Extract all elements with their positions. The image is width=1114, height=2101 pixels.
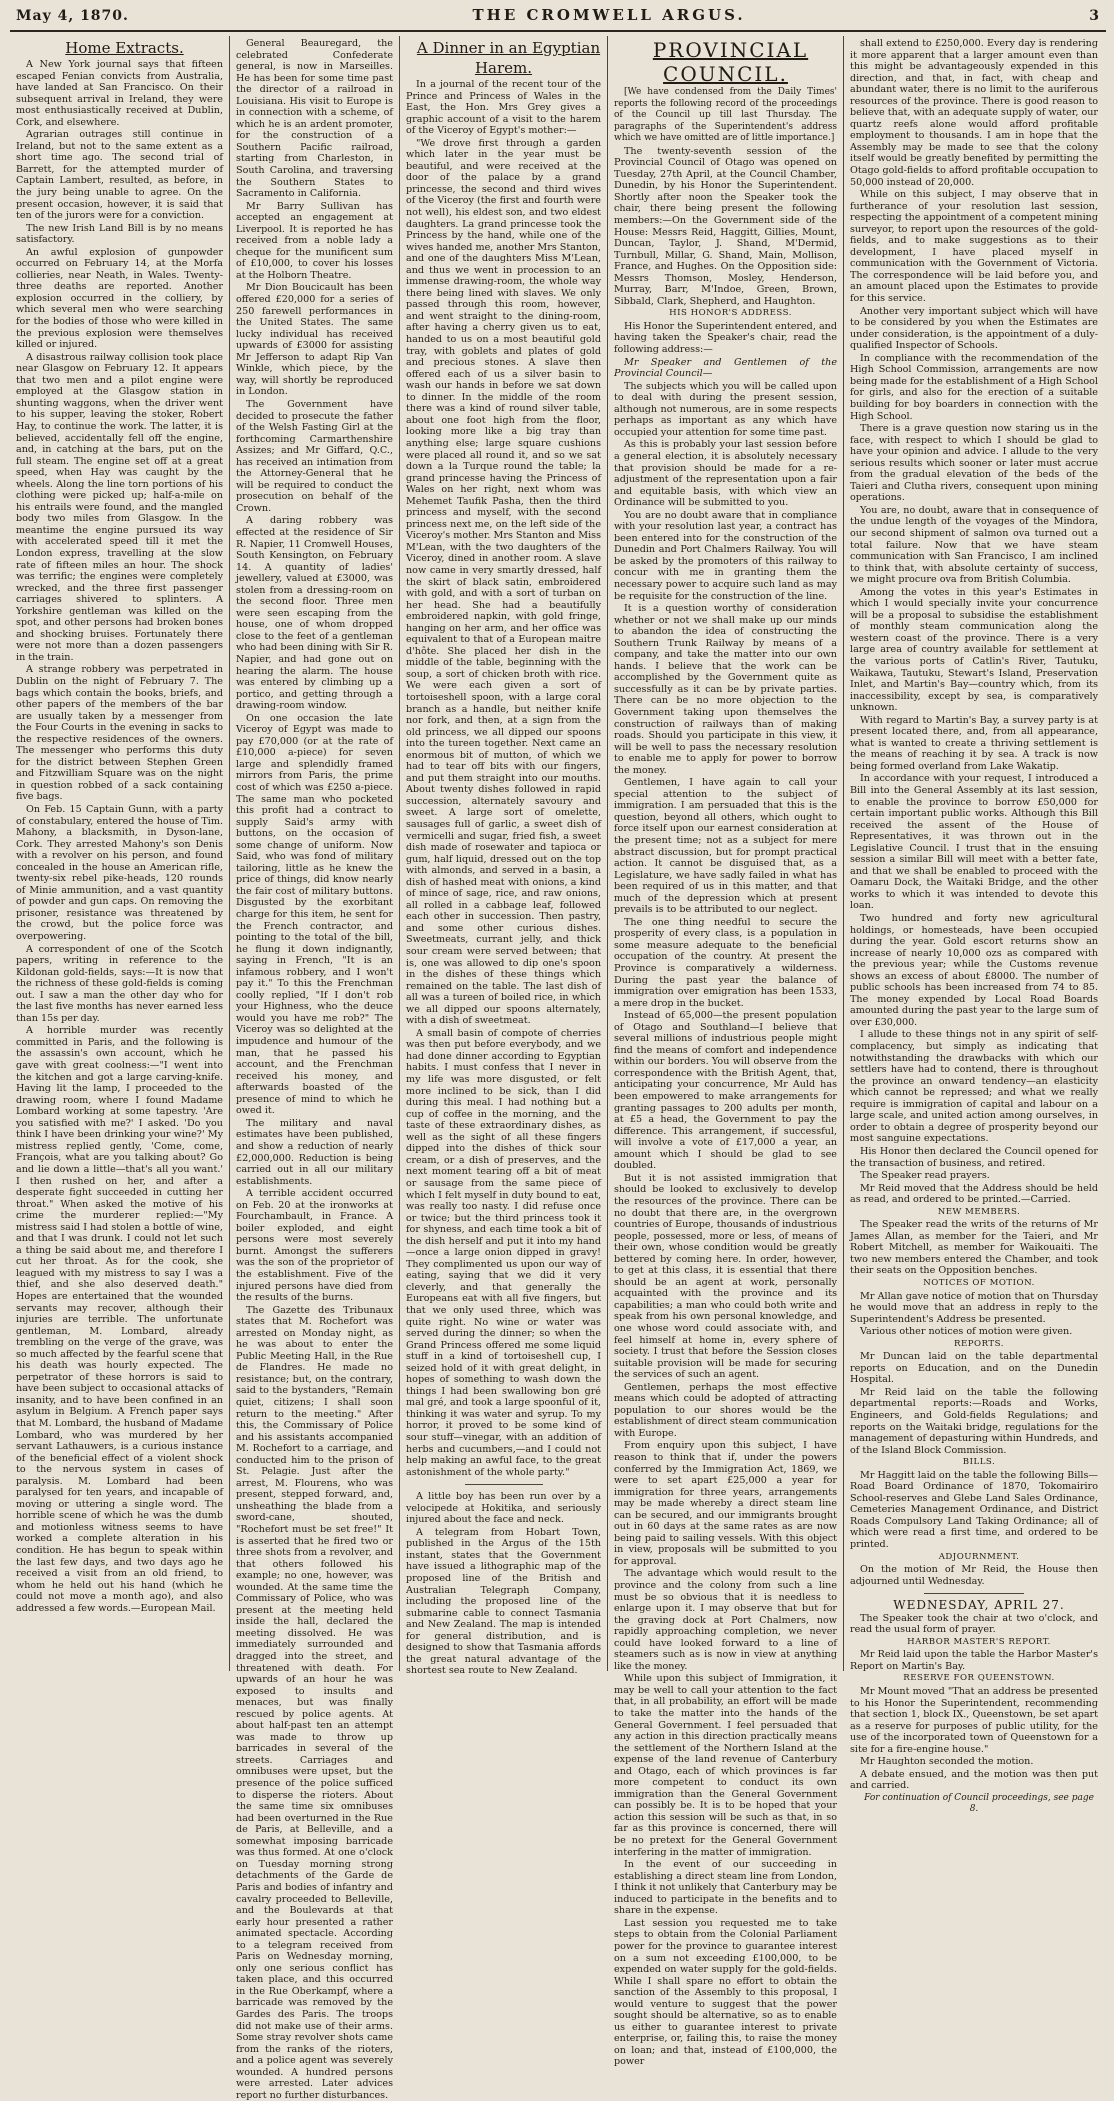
section-heading: ADJOURNMENT. <box>938 1551 1020 1562</box>
article-paragraph: Mr Haggitt laid on the table the following Bills—Road Board Ordinance of 1870, Tokomairiro School-reserves and Glebe Land Sales Ordinance, Cemeteries Management Ordinance, and District Roads Compulsory Land Taking Ordinance; all of which were read a first time, and ordered to be printed. <box>850 1469 1098 1550</box>
section-heading: HIS HONOR'S ADDRESS. <box>669 308 792 319</box>
section-heading: NOTICES OF MOTION. <box>923 1277 1035 1288</box>
masthead <box>10 6 1106 32</box>
article-paragraph: You are, no doubt, aware that in consequence of the undue length of the voyages of the Mindora, our second shipment of salmon ova turned out a total failure. Now that we have steam communication with San Francisco, I am inclined to think that, with absolute certainty of success, we might procure ova from British Columbia. <box>850 504 1098 586</box>
article-paragraph: Gentlemen, I have again to call your special attention to the subject of immigration. I am persuaded that this is the question, beyond all others, which ought to force itself upon our earnest consideration at the present time; not as a subject for mere abstract discussion, but for prompt practical action. It cannot be disguised that, as a Legislature, we have sadly failed in what has been required of us in this matter, and that much of the depression which at present prevails is to be attributed to our neglect. <box>614 777 837 916</box>
article-paragraph: The new Irish Land Bill is by no means satisfactory. <box>16 222 223 246</box>
article-paragraph: The one thing needful to secure the prosperity of every class, is a population in some measure adequate to the beneficial occupation of the country. At present the Province is comparatively a wilderness. During the past year the balance of immigration over emigration has been 1533, a mere drop in the bucket. <box>614 916 837 1009</box>
article-paragraph: In compliance with the recommendation of the High School Commission, arrangements are now being made for the establishment of a High School for girls, and also for the erection of a suitable building for boy boarders in connection with the High School. <box>850 352 1098 422</box>
article-paragraph: I allude to these things not in any spirit of self-complacency, but simply as indicating that notwithstanding the drawbacks with which our settlers have had to contend, there is throughout the province an onward tendency—an elasticity which cannot be repressed; and what we really require is immigration of capital and labour on a large scale, and united action among ourselves, in order to obtain a degree of prosperity beyond our most sanguine expectations. <box>850 1029 1098 1145</box>
article-paragraph: Agrarian outrages still continue in Ireland, but not to the same extent as a short time ago. The second trial of Barrett, for the attempted murder of Captain Lambert, resulted, as before, in the jury being unable to agree. On the present occasion, however, it is said that ten of the jurors were for a conviction. <box>16 129 223 222</box>
editor-note: [We have condensed from the Daily Times' reports the following record of the proceedings of the Council up till last Thursday. The paragraphs of the Superintendent's address which we have omitted are of little importance.] <box>614 87 837 144</box>
article-paragraph: Mr Reid moved that the Address should be held as read, and ordered to be printed.—Carried. <box>850 1182 1098 1206</box>
column-3 <box>400 36 608 1677</box>
article-paragraph: A terrible accident occurred on Feb. 20 at the ironworks at Fourchambault, in France. A boiler exploded, and eight persons were most severely burnt. Amongst the sufferers was the son of the proprietor of the establishment. Five of the injured persons have died from the results of the burns. <box>236 1188 393 1304</box>
newspaper-title: THE CROMWELL ARGUS. <box>472 6 746 24</box>
article-paragraph: The Speaker took the chair at two o'clock, and read the usual form of prayer. <box>850 1612 1098 1636</box>
article-paragraph: There is a grave question now staring us in the face, with respect to which I should be glad to have your opinion and advice. I allude to the very serious results which sooner or later must accrue from the gradual elevation of the beds of the Taieri and Clutha rivers, consequent upon mining operations. <box>850 423 1098 504</box>
column-1 <box>10 36 230 1671</box>
article-paragraph: A debate ensued, and the motion was then put and carried. <box>850 1768 1098 1792</box>
article-paragraph: Mr Dion Boucicault has been offered £20,000 for a series of 250 farewell performances in the United States. The same lucky individual has received upwards of £3000 for assisting Mr Jefferson to adapt Rip Van Winkle, which piece, by the way, will shortly be reproduced in London. <box>236 282 393 398</box>
section-heading: REPORTS. <box>954 1338 1004 1349</box>
article-paragraph: An awful explosion of gunpowder occurred on February 14, at the Morfa collieries, near Neath, in Wales. Twenty-three deaths are reported. Another explosion occurred in the colliery, by which several men who were searching for the bodies of those who were killed in the previous explosion were themselves killed or injured. <box>16 246 223 351</box>
issue-date: May 4, 1870. <box>16 8 129 24</box>
article-paragraph: A telegram from Hobart Town, published in the Argus of the 15th instant, states that the Government have issued a lithographic map of the proposed line of the British and Australian Telegraph Company, including the proposed line of the submarine cable to connect Tasmania and New Zealand. The map is intended for general distribution, and is designed to show that Tasmania affords the great natural advantage of the shortest sea route to New Zealand. <box>406 1526 601 1677</box>
salutation: Mr Speaker and Gentlemen of the Provincial Council— <box>614 356 837 380</box>
article-paragraph: Another very important subject which will have to be considered by you when the Estimates are under consideration, is the appointment of a duly-qualified Inspector of Schools. <box>850 305 1098 352</box>
article-paragraph: In accordance with your request, I introduced a Bill into the General Assembly at its last session, to enable the province to borrow £50,000 for certain important public works. Although this Bill received the assent of the House of Representatives, it was thrown out in the Legislative Council. I trust that in the ensuing session a similar Bill will meet with a better fate, and that we shall be enabled to proceed with the Oamaru Dock, the Waitaki Bridge, and the other works to which it was intended to devote this loan. <box>850 773 1098 912</box>
home-extracts-heading: Home Extracts. <box>65 39 184 57</box>
article-paragraph: His Honor then declared the Council opened for the transaction of business, and retired. <box>850 1145 1098 1169</box>
divider <box>465 1484 543 1485</box>
article-paragraph: The Government have decided to prosecute the father of the Welsh Fasting Girl at the forthcoming Carmarthenshire Assizes; and Mr Giffard, Q.C., has received an intimation from the Attorney-General that he will be required to conduct the prosecution on behalf of the Crown. <box>236 398 393 514</box>
article-paragraph: "We drove first through a garden which later in the year must be beautiful, and were received at the door of the palace by a grand princesse, the second and third wives of the Viceroy (the first and fourth were not well), his eldest son, and two eldest daughters. La grand princesse took the Princess by the hand, while one of the wives handed me, another Mrs Stanton, and one of the daughters Miss M'Lean, and thus we went in procession to an immense drawing-room, the whole way there being lined with slaves. We only passed through this room, however, and went straight to the dining-room, after having a cherry given us to eat, handed to us on a most beautiful gold tray, with goblets and plates of gold and precious stones. A slave then offered each of us a silver basin to wash our hands in before we sat down to dinner. In the middle of the room there was a kind of round silver table, about one foot high from the floor, looking more like a big tray than anything else; large square cushions were placed all round it, and so we sat down a la Turque round the table; la grand princesse having the Princess of Wales on her right, next whom was Mehemet Taufik Pasha, then the third princess and myself, with the second princess next me, on the left side of the Viceroy's mother. Mrs Stanton and Miss M'Lean, with the two daughters of the Viceroy, dined in another room. A slave now came in very smartly dressed, half the skirt of black satin, embroidered with gold, and with a sort of turban on her head. She had a beautifully embroidered napkin, with gold fringe, hanging on her arm, and her office was equivalent to that of a European maitre d'hôte. She placed her dish in the middle of the table, beginning with the soup, a sort of chicken broth with rice. We were each given a sort of tortoiseshell spoon, with a large coral branch as a handle, but neither knife nor fork, and then, at a sign from the old princess, we all dipped our spoons into the tureen together. Next came an enormous bit of mutton, of which we had to tear off bits with our fingers, and put them straight into our mouths. About twenty dishes followed in rapid succession, alternately savoury and sweet. A large sort of omelette, sausages full of garlic, a sweet dish of vermicelli and sugar, fried fish, a sweet dish made of rosewater and tapioca or gum, half liquid, dressed out on the top with almonds, and served in a basin, a dish of hashed meat with onions, a kind of mince of sage, rice, and raw onions, all rolled in a cabbage leaf, followed each other in succession. Then pastry, and some other curious dishes. Sweetmeats, currant jelly, and thick sour cream were served between; that is, one was allowed to dip one's spoon in the dishes of these things which remained on the table. The last dish of all was a tureen of boiled rice, in which we all dipped our spoons alternately, with a dish of sweetmeat. <box>406 137 601 1027</box>
article-paragraph: Various other notices of motion were given. <box>860 1326 1073 1338</box>
article-paragraph: A daring robbery was effected at the residence of Sir R. Napier, 11 Cromwell Houses, South Kensington, on February 14. A quantity of ladies' jewellery, valued at £3000, was stolen from a dressing-room on the second floor. Three men were seen escaping from the house, one of whom dropped close to the feet of a gentleman who had been dining with Sir R. Napier, and had gone out on hearing the alarm. The house was entered by climbing up a portico, and getting through a drawing-room window. <box>236 515 393 712</box>
article-paragraph: On Feb. 15 Captain Gunn, with a party of constabulary, entered the house of Tim. Mahony, a blacksmith, in Dyson-lane, Cork. They arrested Mahony's son Denis with a revolver on his person, and found concealed in the house an American rifle, twenty-six rebel pike-heads, 120 rounds of Minie ammunition, and a vast quantity of powder and gun caps. On removing the prisoner, resistance was threatened by the crowd, but the police force was overpowering. <box>16 804 223 943</box>
article-paragraph: In the event of our succeeding in establishing a direct steam line from London, I think it not unlikely that Canterbury may be induced to participate in the benefits and to share in the expense. <box>614 1859 837 1917</box>
article-paragraph: With regard to Martin's Bay, a survey party is at present located there, and, from all appearance, what is wanted to create a thriving settlement is the means of reaching it by sea. A track is now being formed overland from Lake Wakatip. <box>850 714 1098 772</box>
provincial-council-heading: PROVINCIAL COUNCIL. <box>652 38 809 86</box>
column-4 <box>608 36 844 2068</box>
article-paragraph: Two hundred and forty new agricultural holdings, or homesteads, have been occupied during the year. Gold escort returns show an increase of nearly 10,000 ozs as compared with the previous year; while the Customs revenue shows an excess of about £8000. The number of public schools has been increased from 74 to 85. The money expended by Local Road Boards amounted during the past year to the large sum of over £30,000. <box>850 913 1098 1028</box>
section-heading: HARBOR MASTER'S REPORT. <box>907 1636 1051 1647</box>
section-heading: NEW MEMBERS. <box>937 1206 1021 1217</box>
article-paragraph: From enquiry upon this subject, I have reason to think that if, under the powers conferred by the Immigration Act, 1869, we were to set apart £25,000 a year for immigration for three years, arrangements may be made whereby a direct steam line can be secured, and our immigrants brought out in 60 days at the same rates as are now being paid to sailing vessels. With this object in view, proposals will be submitted to you for approval. <box>614 1440 837 1567</box>
page-number: 3 <box>1089 8 1100 24</box>
article-paragraph: You are no doubt aware that in compliance with your resolution last year, a contract has been entered into for the construction of the Dunedin and Port Chalmers Railway. You will be asked by the promoters of this railway to concur with me in granting them the necessary power to acquire such land as may be requisite for the construction of the line. <box>614 509 837 602</box>
article-paragraph: The Speaker read prayers. <box>860 1170 990 1182</box>
article-paragraph: On one occasion the late Viceroy of Egypt was made to pay £70,000 (or at the rate of £10,000 a-piece) for seven large and splendidly framed mirrors from Paris, the prime cost of which was £250 a-piece. The same man who pocketed this profit had a contract to supply Said's army with buttons, on the occasion of some change of uniform. Now Said, who was fond of military tailoring, little as he knew the price of things, did know nearly the fair cost of military buttons. Disgusted by the exorbitant charge for this item, he sent for the French contractor, and pointing to the total of the bill, he flung it down indignantly, saying in French, "It is an infamous robbery, and I won't pay it." To this the Frenchman coolly replied, "If I don't rob your Highness, who the deuce would you have me rob?" The Viceroy was so delighted at the impudence and humour of the man, that he passed his account, and the Frenchman received his money, and afterwards boasted of the presence of mind to which he owed it. <box>236 712 393 1117</box>
article-paragraph: His Honor the Superintendent entered, and having taken the Speaker's chair, read the following address:— <box>614 320 837 356</box>
article-paragraph: A New York journal says that fifteen escaped Fenian convicts from Australia, have landed at San Francisco. On their subsequent arrival in Ireland, they were most enthusiastically received at Dublin, Cork, and elsewhere. <box>16 59 223 128</box>
divider <box>924 1593 1023 1594</box>
column-2 <box>230 36 400 2101</box>
article-paragraph: While upon this subject of Immigration, it may be well to call your attention to the fact that, in all probability, an effort will be made to take the matter into the hands of the General Government. I feel persuaded that any action in this direction practically means the settlement of the Northern Island at the expense of the land revenue of Canterbury and Otago, each of which provinces is far more competent to conduct its own immigration than the General Government can possibly be. It is to be hoped that your action this session will be such as that, in so far as this province is concerned, there will be no pretext for the General Government interfering in the matter of immigration. <box>614 1673 837 1858</box>
article-paragraph: The advantage which would result to the province and the colony from such a line must be so obvious that it is needless to enlarge upon it. I may observe that but for the graving dock at Port Chalmers, now rapidly approaching completion, we never could have looked forward to a line of steamers such as is now in view at anything like the money. <box>614 1568 837 1672</box>
egyptian-harem-heading: A Dinner in an Egyptian Harem. <box>416 39 601 77</box>
article-paragraph: Last session you requested me to take steps to obtain from the Colonial Parliament power for the province to guarantee interest on a sum not exceeding £100,000, to be expended on water supply for the gold-fields. While I shall spare no effort to obtain the sanction of the Assembly to this proposal, I would venture to suggest that the power sought should be alternative, so as to enable us either to guarantee interest to private enterprise, or, failing this, to raise the money on loan; and that, instead of £100,000, the power <box>614 1917 837 2068</box>
article-paragraph: Instead of 65,000—the present population of Otago and Southland—I believe that several millions of industrious people might find the means of comfort and independence within our borders. You will observe from the correspondence with the British Agent, that, anticipating your concurrence, Mr Auld has been empowered to make arrangements for granting passages to 200 adults per month, at £5 a head, the Government to pay the difference. This arrangement, if successful, will involve a vote of £17,000 a year, an amount which I should be glad to see doubled. <box>614 1010 837 1172</box>
article-paragraph: As this is probably your last session before a general election, it is absolutely necessary that provision should be made for a re-adjustment of the representation upon a fair and equitable basis, with which view an Ordinance will be submitted to you. <box>614 439 837 509</box>
article-paragraph: It is a question worthy of consideration whether or not we shall make up our minds to abandon the idea of constructing the Southern Trunk Railway by means of a company, and take the matter into our own hands. I believe that the work can be accomplished by the Government quite as successfully as it can be by private parties. There can be no more objection to the Government taking upon themselves the construction of railways than of making roads. Should you participate in this view, it will be well to pass the necessary resolution to enable me to apply for power to borrow the money. <box>614 603 837 776</box>
article-paragraph: The Speaker read the writs of the returns of Mr James Allan, as member for the Taieri, and Mr Robert Mitchell, as member for Waikouaiti. The two new members entered the Chamber, and took their seats on the Opposition benches. <box>850 1219 1098 1277</box>
article-paragraph: Mr Barry Sullivan has accepted an engagement at Liverpool. It is reported he has received from a noble lady a cheque for the munificent sum of £10,000, to cover his losses at the Holborn Theatre. <box>236 200 393 281</box>
article-paragraph: A correspondent of one of the Scotch papers, writing in reference to the Kildonan gold-fields, says:—It is now that the richness of these gold-fields is coming out. I saw a man the other day who for the last five months has never earned less than 15s per day. <box>16 943 223 1024</box>
article-paragraph: A horrible murder was recently committed in Paris, and the following is the assassin's own account, which he gave with great coolness:—"I went into the kitchen and got a large carving-knife. Having lit the lamp, I proceeded to the drawing room, where I found Madame Lombard working at some tapestry. 'Are you satisfied with me?' I asked. 'Do you think I have been drinking your wine?' My mistress replied gently, 'Come, come, François, what are you talking about? Go and lie down a little—that's all you want.' I then rushed on her, and after a desperate fight succeeded in cutting her throat." When asked the motive of his crime the murderer replied:—"My mistress said I had stolen a bottle of wine, and that I was drunk. I could not let such a thing be said about me, and therefore I cut her throat. As for the cook, she leagued with my mistress to say I was a thief, and she also deserved death." Hopes are entertained that the wounded servants may recover, although their injuries are terrible. The unfortunate gentleman, M. Lombard, already trembling on the verge of the grave, was so much affected by the fearful scene that his death was hourly expected. The perpetrator of these horrors is said to have been subject to occasional attacks of insanity, and to have been confined in an asylum in Belgium. A French paper says that M. Lombard, the husband of Madame Lombard, who was murdered by her servant Lathauwers, is a curious instance of the beneficial effect of a violent shock to the nervous system in cases of paralysis. M. Lombard had been paralysed for ten years, and incapable of moving or uttering a single word. The horrible scene of which he was the dumb and motionless witness seems to have worked a complete alteration in his condition. He has begun to speak within the last few days, and two days ago he received a visit from an old friend, to whom he held out his hand (which he could not move a month ago), and also addressed a few words.—European Mail. <box>16 1025 223 1614</box>
article-paragraph: Mr Reid laid upon the table the Harbor Master's Report on Martin's Bay. <box>850 1649 1098 1672</box>
article-paragraph: Gentlemen, perhaps the most effective means which could be adopted of attracting population to our shores would be the establishment of direct steam communication with Europe. <box>614 1381 837 1439</box>
article-paragraph: Mr Reid laid on the table the following departmental reports:—Roads and Works, Engineers, and Gold-fields Regulations; and reports on the Waitaki bridge, regulations for the management of depasturing within Hundreds, and of the Island Block Commission. <box>850 1386 1098 1456</box>
day-heading: WEDNESDAY, APRIL 27. <box>893 1598 1065 1613</box>
article-paragraph: While on this subject, I may observe that in furtherance of your resolution last session, respecting the appointment of a competent mining surveyor, to report upon the resources of the gold-fields, and to make suggestions as to their development, I have placed myself in communication with the Government of Victoria. The correspondence will be laid before you, and an amount placed upon the Estimates to provide for this service. <box>850 189 1098 305</box>
article-paragraph: Mr Haughton seconded the motion. <box>860 1756 1034 1768</box>
article-paragraph: The twenty-seventh session of the Provincial Council of Otago was opened on Tuesday, 27th April, at the Council Chamber, Dunedin, by his Honor the Superintendent. Shortly after noon the Speaker took the chair, there being present the following members:—On the Government side of the House: Messrs Reid, Haggitt, Gillies, Mount, Duncan, Taylor, J. Shand, M'Dermid, Turnbull, Millar, G. Shand, Main, Mollison, France, and Hughes. On the Opposition side: Messrs Thomson, Mosley, Henderson, Murray, Barr, M'Indoe, Green, Brown, Sibbald, Clark, Shepherd, and Haughton. <box>614 145 837 307</box>
article-paragraph: The subjects which you will be called upon to deal with during the present session, although not numerous, are in some respects perhaps as important as any which have occupied your attention for some time past. <box>614 380 837 438</box>
article-paragraph: Mr Mount moved "That an address be presented to his Honor the Superintendent, recommending that section 1, block IX., Queenstown, be set apart as a reserve for purposes of public utility, for the use of the incorporated town of Queenstown for a site for a fire-engine house." <box>850 1686 1098 1755</box>
article-paragraph: But it is not assisted immigration that should be looked to exclusively to develop the resources of the province. There can be no doubt that there are, in the overgrown countries of Europe, thousands of industrious people, possessed, more or less, of means of their own, whose condition would be greatly bettered by coming here. In order, however, to get at this class, it is essential that there should be an agent at work, personally acquainted with the province and its capabilities; a man who could both write and speak from his own personal knowledge, and one whose word could associate with, and feel himself at home in, every sphere of society. I trust that before the Session closes suitable provision will be made for securing the services of such an agent. <box>614 1172 837 1381</box>
article-paragraph: On the motion of Mr Reid, the House then adjourned until Wednesday. <box>850 1564 1098 1587</box>
article-paragraph: The Gazette des Tribunaux states that M. Rochefort was arrested on Monday night, as he was about to enter the Public Meeting Hall, in the Rue de Flandres. He made no resistance; but, on the contrary, said to the bystanders, "Remain quiet, citizens; I shall soon return to the meeting." After this, the Commissary of Police and his assistants accompanied M. Rochefort to a carriage, and conducted him to the prison of St. Pelagie. Just after the arrest, M. Flourens, who was present, stepped forward, and, unsheathing the blade from a sword-cane, shouted, "Rochefort must be set free!" It is asserted that he fired two or three shots from a revolver, and that others followed his example; no one, however, was wounded. At the same time the Commissary of Police, who was present at the meeting held inside the hall, declared the meeting dissolved. He was immediately surrounded and dragged into the street, and threatened with death. For upwards of an hour he was exposed to insults and menaces, but was finally rescued by police agents. At about half-past ten an attempt was made to throw up barricades in several of the streets. Carriages and omnibuses were upset, but the presence of the police sufficed to disperse the rioters. About the same time six omnibuses had been overturned in the Rue de Paris, at Belleville, and a somewhat imposing barricade was thus formed. At one o'clock on Tuesday morning strong detachments of the Garde de Paris and bodies of infantry and cavalry proceeded to Belleville, and the Boulevards at that early hour presented a rather animated spectacle. According to a telegram received from Paris on Wednesday morning, only one serious conflict has taken place, and this occurred in the Rue Oberkampf, where a barricade was removed by the Gardes des Paris. The troops did not make use of their arms. Some stray revolver shots came from the ranks of the rioters, and a police agent was severely wounded. A hundred persons were arrested. Later advices report no further disturbances. <box>236 1304 393 2101</box>
article-paragraph: A disastrous railway collision took place near Glasgow on February 12. It appears that two men and a pilot engine were employed at the Glasgow station in shunting waggons, when the driver went to his supper, leaving the stoker, Robert Hay, to continue the work. The latter, it is believed, accidentally fell off the engine, and, in catching at the bars, put on the full steam. The engine set off at a great speed, when Hay was caught by the wheels. Along the line torn portions of his clothing were picked up; half-a-mile on his entrails were found, and the mangled body two miles from Glasgow. In the meantime the engine pursued its way with accelerated speed till it met the London express, travelling at the slow rate of fifteen miles an hour. The shock was terrific; the engines were completely wrecked, and the three first passenger carriages shivered to splinters. A Yorkshire gentleman was killed on the spot, and other persons had broken bones and shocking bruises. Fortunately there were not more than a dozen passengers in the train. <box>16 351 223 663</box>
continuation-note: For continuation of Council proceedings, see page 8. <box>864 1792 1094 1815</box>
article-paragraph: shall extend to £250,000. Every day is rendering it more apparent that a larger amount even than this might be advantageously expended in this direction, and that, in fact, with cheap and abundant water, there is no limit to the auriferous resources of the province. There is good reason to believe that, with an adequate supply of water, our quartz reefs alone would afford profitable employment to thousands. I am in hope that the Assembly may be made to see that the colony itself would be greatly benefited by permitting the Otago gold-fields to afford profitable occupation to 50,000 instead of 20,000. <box>850 38 1098 188</box>
article-paragraph: A little boy has been run over by a velocipede at Hokitika, and seriously injured about the face and neck. <box>406 1491 601 1526</box>
article-paragraph: In a journal of the recent tour of the Prince and Princess of Wales in the East, the Hon. Mrs Grey gives a graphic account of a visit to the harem of the Viceroy of Egypt's mother:— <box>406 79 601 137</box>
article-paragraph: Among the votes in this year's Estimates in which I would specially invite your concurrence will be a proposal to subsidise the establishment of monthly steam communication along the western coast of the province. There is a very large area of country available for settlement at the various ports of Catlin's River, Tautuku, Waikawa, Tautuku, Stewart's Island, Preservation Inlet, and Martin's Bay—country which, from its inaccessibility, except by sea, is comparatively unknown. <box>850 586 1098 714</box>
columns <box>10 36 1106 2101</box>
column-5 <box>844 36 1104 1815</box>
article-paragraph: Mr Duncan laid on the table departmental reports on Education, and on the Dunedin Hospital. <box>850 1351 1098 1386</box>
article-paragraph: General Beauregard, the celebrated Confederate general, is now in Marseilles. He has been for some time past the director of a railroad in Louisiana. His visit to Europe is in connection with a scheme, of which he is an ardent promoter, for the construction of a Southern Pacific railroad, starting from Charleston, in South Carolina, and traversing the Southern States to Sacramento in California. <box>236 38 393 200</box>
section-heading: BILLS. <box>962 1457 996 1468</box>
article-paragraph: A strange robbery was perpetrated in Dublin on the night of February 7. The bags which contain the books, briefs, and other papers of the members of the bar are usually taken by a messenger from the Four Courts in the evening in sacks to the respective residences of the owners. The messenger who performs this duty for the district between Stephen Green and Fitzwilliam Square was on the night in question robbed of a sack containing five bags. <box>16 664 223 803</box>
article-paragraph: A small basin of compote of cherries was then put before everybody, and we had done dinner according to Egyptian habits. I must confess that I never in my life was more disgusted, or felt more inclined to be sick, than I did during this meal. I had nothing but a cup of coffee in the morning, and the taste of these extraordinary dishes, as well as the sight of all these fingers dipped into the dishes of thick sour cream, or a dish of preserves, and the next moment tearing off a bit of meat or sausage from the same piece of which I felt myself in duty bound to eat, was really too nasty. I did refuse once or twice; but the third princess took it for shyness, and each time took a bit of the dish herself and put it into my hand—once a large onion dipped in gravy! They complimented us upon our way of eating, saying that we did it very cleverly, and that generally the Europeans eat with all five fingers, but that we only used three, which was quite right. No wine or water was served during the dinner; so when the Grand Princess offered me some liquid stuff in a kind of tortoiseshell cup, I seized hold of it with great delight, in hopes of something to wash down the things I had been swallowing bon gré mal gré, and took a large spoonful of it, thinking it was water and syrup. To my horror, it proved to be some kind of sour stuff—vinegar, with an addition of herbs and cucumbers,—and I could not help making an awful face, to the great astonishment of the whole party." <box>406 1027 601 1478</box>
section-heading: RESERVE FOR QUEENSTOWN. <box>903 1673 1055 1684</box>
article-paragraph: Mr Allan gave notice of motion that on Thursday he would move that an address in reply to the Superintendent's Address be presented. <box>850 1290 1098 1325</box>
article-paragraph: The military and naval estimates have been published, and show a reduction of nearly £2,000,000. Reduction is being carried out in all our military establishments. <box>236 1117 393 1187</box>
